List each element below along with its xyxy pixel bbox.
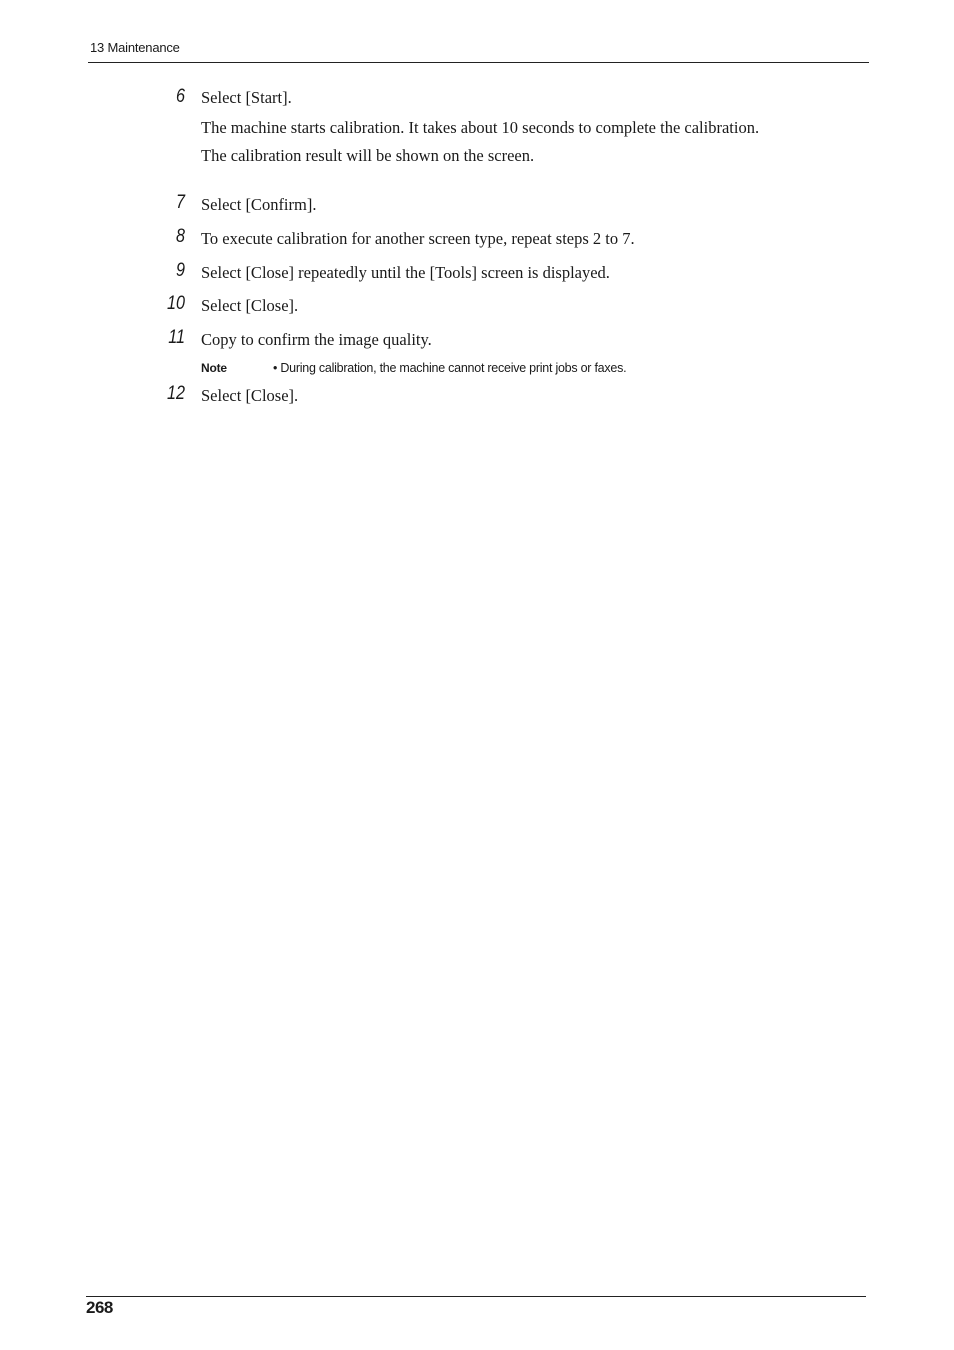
step-number: 7 bbox=[176, 192, 185, 213]
step-instruction: Select [Close] repeatedly until the [Tools] screen is displayed. bbox=[201, 263, 610, 282]
step-instruction: Select [Start]. bbox=[201, 88, 292, 107]
note-text: • During calibration, the machine cannot receive print jobs or faxes. bbox=[273, 361, 627, 375]
step-instruction: Select [Confirm]. bbox=[201, 195, 317, 214]
step-number: 11 bbox=[168, 327, 185, 348]
header-rule bbox=[88, 62, 869, 63]
step-instruction: Copy to confirm the image quality. bbox=[201, 330, 432, 349]
step-instruction: To execute calibration for another screen type, repeat steps 2 to 7. bbox=[201, 229, 635, 248]
step-number: 6 bbox=[176, 86, 185, 107]
footer-rule bbox=[86, 1296, 866, 1297]
step-detail: The machine starts calibration. It takes about 10 seconds to complete the calibration. bbox=[201, 118, 760, 137]
step-instruction: Select [Close]. bbox=[201, 386, 299, 405]
page-number: 268 bbox=[86, 1298, 113, 1317]
step-number: 12 bbox=[167, 383, 185, 404]
step-number: 9 bbox=[176, 260, 185, 281]
step-detail: The calibration result will be shown on the screen. bbox=[201, 146, 535, 165]
step-instruction: Select [Close]. bbox=[201, 296, 299, 315]
section-label: 13 Maintenance bbox=[90, 40, 180, 55]
note-label: Note bbox=[201, 361, 227, 375]
step-number: 10 bbox=[167, 293, 185, 314]
step-number: 8 bbox=[176, 226, 185, 247]
